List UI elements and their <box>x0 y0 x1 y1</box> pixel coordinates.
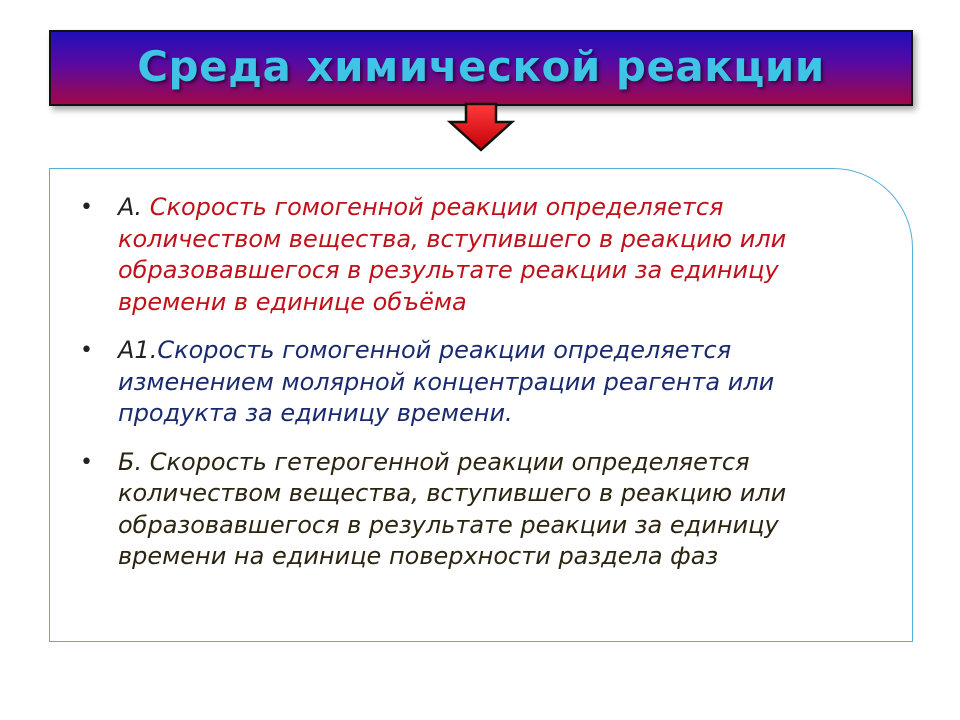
item-prefix: Б. <box>118 447 150 476</box>
list-item <box>78 447 878 573</box>
bullet-icon: • <box>80 195 93 220</box>
title-banner <box>49 30 913 106</box>
bullet-icon: • <box>80 449 93 475</box>
item-prefix: А1. <box>118 336 158 364</box>
page-title: Среда химической реакции <box>137 42 825 91</box>
bullet-icon: • <box>80 338 93 363</box>
item-text: Скорость гомогенной реакции определяется количеством вещества, вступившего в реакцию или образовавшегося в результате реакции за единицу времени в единице объёма <box>118 193 787 316</box>
definition-list <box>78 192 878 590</box>
down-arrow-icon <box>446 102 516 154</box>
list-item <box>78 335 878 430</box>
item-text: Скорость гомогенной реакции определяется изменением молярной концентрации реагента или продукта за единицу времени. <box>118 336 775 427</box>
item-prefix: А. <box>118 193 150 221</box>
item-text: Скорость гетерогенной реакции определяется количеством вещества, вступившего в реакцию или образовавшегося в результате реакции за единицу времени на единице поверхности раздела фаз <box>118 447 787 570</box>
list-item <box>78 192 878 318</box>
